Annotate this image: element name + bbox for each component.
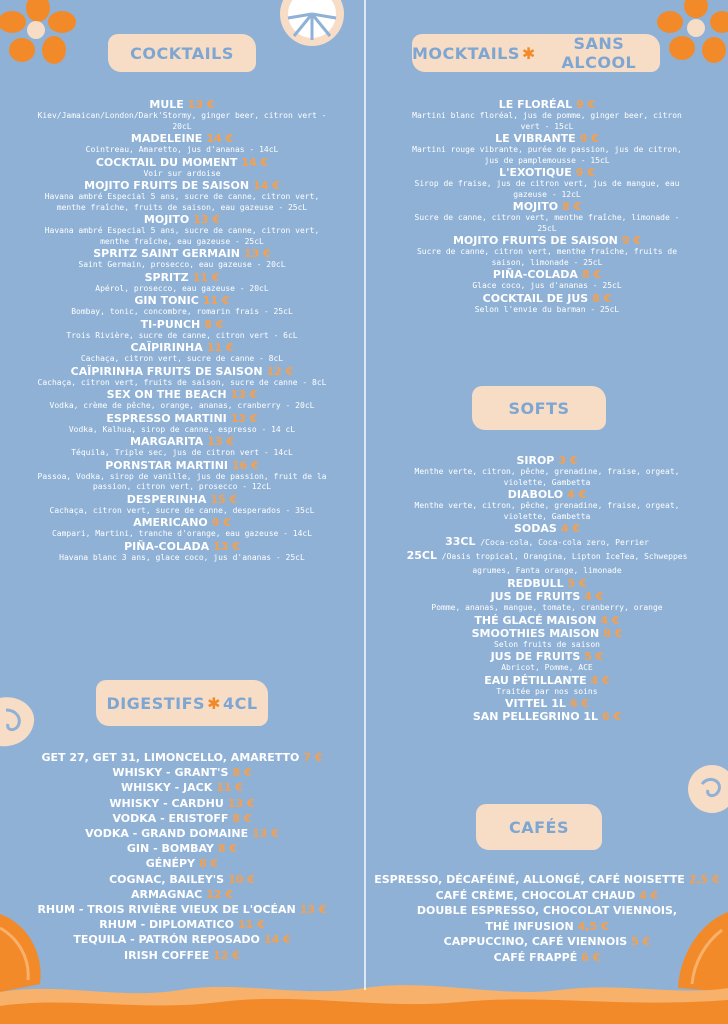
item-price: 8 € — [217, 842, 238, 856]
menu-item — [366, 697, 728, 710]
item-desc: Martini rouge vibrante, purée de passion, jus de citron, jus de pamplemousse - 15cL — [412, 145, 682, 165]
item-name — [366, 950, 728, 966]
menu-item — [0, 435, 364, 459]
cocktails-title: COCKTAILS — [130, 43, 234, 63]
menu-item — [366, 590, 728, 614]
item-desc: Campari, Martini, tranche d'orange, eau gazeuse - 14cL — [51, 529, 313, 538]
item-name — [366, 888, 728, 904]
item-name — [0, 826, 364, 841]
item-name — [366, 488, 728, 501]
item-desc: Voir sur ardoise — [143, 168, 221, 178]
item-price: 5 € — [567, 577, 587, 590]
item-name-text: RHUM - DIPLOMATICO — [99, 918, 234, 932]
item-price: 4 € — [600, 613, 620, 627]
item-price: 14 € — [241, 155, 269, 169]
menu-item — [0, 932, 364, 947]
item-desc: Téquila, Triple sec, jus de citron vert - 14cL — [71, 448, 293, 457]
item-price: 8 € — [581, 268, 602, 281]
menu-item — [0, 516, 364, 540]
item-price: 9 € — [576, 98, 596, 111]
item-name — [366, 577, 728, 590]
menu-item — [0, 493, 364, 517]
item-desc: Vodka, Kalhua, sirop de canne, espresso - 14 cL — [68, 424, 296, 434]
item-name-text: CAÏPIRINHA FRUITS DE SAISON — [70, 364, 263, 378]
item-name-text: DESPERINHA — [126, 492, 207, 506]
digestifs-size: 4CL — [222, 693, 258, 713]
item-name — [0, 213, 364, 226]
menu-item — [366, 132, 728, 166]
item-price: 8 € — [603, 626, 623, 640]
item-name-text: TEQUILA - PATRÓN REPOSADO — [73, 933, 260, 947]
item-name — [366, 234, 728, 247]
menu-item — [366, 234, 728, 268]
menu-item — [0, 841, 364, 856]
item-name-text: GET 27, GET 31, LIMONCELLO, AMARETTO — [41, 751, 300, 764]
item-name — [0, 294, 364, 307]
item-price: 4,5 € — [577, 919, 609, 933]
item-price: 14 € — [206, 132, 234, 145]
item-desc: /Coca-cola, Coca-cola zero, Perrier — [475, 538, 649, 547]
item-name — [366, 919, 728, 935]
menu-item — [0, 826, 364, 841]
item-name-text: PIÑA-COLADA — [492, 268, 578, 281]
item-name-text: WHISKY - CARDHU — [109, 796, 224, 810]
item-name-text: SPRITZ — [144, 270, 189, 284]
item-price: 4 € — [639, 888, 659, 902]
item-desc: Glace coco, jus d'ananas - 25cL — [472, 281, 622, 290]
item-name-text: MADELEINE — [130, 132, 203, 145]
item-name-text: CAPPUCCINO, CAFÉ VIENNOIS — [443, 935, 628, 948]
item-name-text: SMOOTHIES MAISON — [471, 626, 600, 640]
menu-item — [0, 796, 364, 811]
item-name — [366, 454, 728, 467]
menu-item — [0, 750, 364, 765]
item-name — [366, 200, 728, 213]
item-desc: Kiev/Jamaican/London/Dark'Stormy, ginger beer, citron vert - 20cL — [37, 111, 327, 131]
item-name-text: MOJITO — [512, 200, 559, 213]
item-price: 13 € — [227, 796, 255, 810]
item-name — [0, 459, 364, 472]
item-name — [0, 796, 364, 811]
item-price: 13 € — [193, 213, 221, 226]
menu-item — [0, 213, 364, 247]
item-name-text: SPRITZ SAINT GERMAIN — [93, 247, 240, 260]
item-name-text: MARGARITA — [130, 435, 204, 448]
item-price: 12 € — [206, 887, 234, 901]
item-price: 11 € — [206, 341, 234, 354]
item-name-text: PIÑA-COLADA — [124, 539, 210, 553]
item-desc: Havana ambré Especial 5 ans, sucre de canne, citron vert, menthe fraîche, fruits de saison, eau gazeuse - 25cL — [44, 192, 320, 212]
item-name-text: MOJITO — [143, 213, 190, 226]
menu-item — [366, 549, 728, 577]
item-desc: Menthe verte, citron, pêche, grenadine, fraise, orgeat, violette, Gambetta — [414, 467, 680, 487]
item-name — [0, 98, 364, 111]
digestifs-title: DIGESTIFS — [106, 693, 206, 713]
item-name — [0, 917, 364, 932]
item-price: 13 € — [187, 98, 215, 111]
cocktails-list — [0, 98, 364, 563]
item-price: 14 € — [263, 933, 291, 947]
item-price: 13 € — [230, 388, 258, 401]
menu-item — [0, 98, 364, 132]
menu-item — [366, 166, 728, 200]
item-name-text: GIN - BOMBAY — [126, 842, 214, 856]
item-price: 9 € — [575, 166, 595, 179]
item-desc: Martini blanc floréal, jus de pomme, ginger beer, citron vert - 15cL — [412, 111, 682, 131]
item-name-text: MOJITO FRUITS DE SAISON — [452, 234, 618, 247]
item-price: 12 € — [266, 364, 294, 378]
item-desc: Abricot, Pomme, ACE — [501, 663, 593, 672]
menu-item — [0, 856, 364, 871]
item-name — [366, 132, 728, 145]
item-price: 9 € — [579, 132, 599, 145]
item-name-text: SEX ON THE BEACH — [106, 388, 227, 401]
menu-item — [0, 887, 364, 902]
menu-item — [0, 271, 364, 295]
flower-icon — [656, 0, 728, 66]
item-name-text: SAN PELLEGRINO 1L — [472, 710, 599, 723]
item-name — [0, 516, 364, 529]
item-name — [0, 872, 364, 887]
menu-item — [0, 459, 364, 493]
item-desc: Havana ambré Especial 5 ans, sucre de canne, citron vert, menthe fraîche, eau gazeuse - 25cL — [44, 226, 320, 246]
item-name — [0, 887, 364, 902]
menu-item — [0, 156, 364, 180]
item-name — [397, 535, 697, 549]
item-desc: Selon fruits de saison — [494, 639, 600, 649]
item-price: 10 € — [228, 872, 255, 886]
item-name-text: WHISKY - GRANT'S — [112, 766, 229, 780]
item-name-text: COGNAC, BAILEY'S — [109, 872, 225, 886]
menu-item — [366, 454, 728, 488]
item-price: 11 € — [237, 918, 265, 932]
menu-item — [366, 488, 728, 522]
menu-item — [0, 132, 364, 156]
shell-icon — [684, 764, 728, 814]
menu-item — [0, 765, 364, 780]
item-name-text: VITTEL 1L — [504, 697, 566, 710]
item-name — [0, 948, 364, 963]
item-name — [0, 412, 364, 425]
item-desc: Cachaça, citron vert, sucre de canne - 8cL — [80, 354, 284, 363]
menu-item — [366, 98, 728, 132]
menu-item — [0, 917, 364, 932]
item-name-text: MOJITO FRUITS DE SAISON — [84, 179, 250, 192]
item-name-text: CAÏPIRINHA — [130, 341, 203, 354]
menu-item — [0, 247, 364, 271]
item-name-text: ESPRESSO MARTINI — [106, 411, 227, 425]
menu-item — [0, 294, 364, 318]
softs-banner — [472, 386, 606, 430]
item-price: 7 € — [303, 751, 323, 764]
item-name-text: GÉNÉPY — [145, 857, 196, 871]
item-name — [366, 166, 728, 179]
digestifs-list — [0, 750, 364, 963]
item-name — [366, 650, 728, 663]
item-price: 4 € — [560, 522, 580, 535]
menu-item — [0, 388, 364, 412]
menu-item — [366, 934, 728, 950]
menu-item — [366, 268, 728, 292]
item-name — [0, 841, 364, 856]
item-name-text: GIN TONIC — [134, 294, 199, 307]
cafes-title: CAFÉS — [508, 817, 569, 837]
cafes-list — [366, 872, 728, 965]
item-name — [366, 627, 728, 640]
item-name — [366, 268, 728, 281]
item-name — [366, 292, 728, 305]
item-name-text: EAU PÉTILLANTE — [484, 673, 587, 687]
item-name-text: 33CL — [445, 535, 476, 548]
item-price: 13 € — [213, 539, 240, 553]
item-price: 12 € — [213, 948, 240, 962]
softs-title: SOFTS — [508, 398, 570, 418]
item-price: 4 € — [584, 590, 604, 603]
item-price: 8 € — [232, 766, 252, 780]
item-name-text: SODAS — [514, 522, 557, 535]
item-desc: Pomme, ananas, mangue, tomate, cranberry, orange — [431, 603, 663, 612]
item-name-text: WHISKY - JACK — [120, 781, 213, 795]
item-price: 4 € — [590, 673, 610, 687]
mocktails-banner — [412, 34, 660, 72]
item-desc: Havana blanc 3 ans, glace coco, jus d'ananas - 25cL — [59, 552, 305, 562]
item-desc: Menthe verte, citron, pêche, grenadine, fraise, orgeat, violette, Gambetta — [414, 501, 680, 521]
menu-item — [0, 365, 364, 389]
item-desc: /Oasis tropical, Orangina, Lipton IceTea, Schweppes agrumes, Fanta orange, limonade — [436, 552, 688, 575]
shell-icon — [0, 694, 40, 750]
item-name-text: LE VIBRANTE — [495, 132, 576, 145]
item-name-text: COCKTAIL DU MOMENT — [95, 155, 238, 169]
item-name — [366, 903, 728, 919]
item-price: 16 € — [232, 458, 259, 472]
item-name-text: RHUM - TROIS RIVIÈRE VIEUX DE L'OCÉAN — [37, 903, 296, 917]
item-name-text: CAFÉ FRAPPÉ — [493, 950, 578, 964]
flower-icon — [0, 0, 80, 70]
item-price: 14 € — [253, 179, 280, 192]
item-name — [0, 341, 364, 354]
item-name — [0, 388, 364, 401]
item-price: 3 € — [558, 454, 578, 467]
item-name — [0, 780, 364, 795]
menu-item — [0, 412, 364, 436]
item-name — [0, 318, 364, 331]
item-desc: Sirop de fraise, jus de citron vert, jus de mangue, eau gazeuse - 12cL — [414, 179, 680, 199]
item-desc: Bombay, tonic, concombre, romarin frais - 25cL — [71, 307, 293, 316]
item-name-text: REDBULL — [507, 577, 564, 590]
item-name-text: TI-PUNCH — [140, 317, 201, 331]
menu-item — [366, 872, 728, 888]
item-name-text: THÉ GLACÉ MAISON — [474, 613, 597, 627]
star-icon: ✱ — [207, 693, 221, 713]
menu-item — [0, 318, 364, 342]
menu-item — [0, 872, 364, 887]
menu-item — [366, 650, 728, 674]
menu-item — [366, 950, 728, 966]
item-price: 6 € — [569, 697, 590, 710]
item-name — [366, 710, 728, 723]
item-name — [0, 856, 364, 871]
item-price: 4 € — [567, 488, 587, 501]
item-name-text: CAFÉ CRÈME, CHOCOLAT CHAUD — [435, 888, 636, 902]
mocktails-subtitle: SANS ALCOOL — [561, 34, 637, 72]
item-desc: Cointreau, Amaretto, jus d'ananas - 14cL — [85, 145, 279, 154]
item-desc: Cachaça, citron vert, sucre de canne, desperados - 35cL — [49, 505, 315, 515]
digestifs-banner — [96, 680, 268, 726]
item-price: 6 € — [581, 950, 601, 964]
item-price: 9 € — [211, 516, 231, 529]
item-desc: Vodka, crème de pêche, orange, ananas, cranberry - 20cL — [49, 401, 315, 410]
item-name — [366, 590, 728, 603]
menu-item — [366, 903, 728, 919]
item-name-text: ARMAGNAC — [130, 887, 203, 901]
item-name-text: 25CL — [406, 549, 437, 562]
menu-item — [0, 540, 364, 564]
orange-slice-icon — [276, 0, 348, 48]
item-price: 2,5 € — [688, 873, 720, 886]
menu-item — [0, 341, 364, 365]
menu-item — [366, 919, 728, 935]
item-name — [0, 271, 364, 284]
menu-item — [366, 577, 728, 590]
item-name-text: AMERICANO — [133, 516, 208, 529]
item-name — [366, 697, 728, 710]
item-name — [366, 98, 728, 111]
item-desc: Traitée par nos soins — [496, 686, 598, 696]
item-desc: Apérol, prosecco, eau gazeuse - 20cL — [95, 283, 269, 293]
item-name — [0, 435, 364, 448]
menu-item — [0, 902, 364, 917]
item-name — [0, 493, 364, 506]
item-name-text: JUS DE FRUITS — [490, 590, 581, 603]
menu-item — [0, 179, 364, 213]
cafes-banner — [476, 804, 602, 850]
item-price: 9 € — [621, 234, 642, 247]
item-name-text: COCKTAIL DE JUS — [482, 291, 589, 305]
item-desc: Sucre de canne, citron vert, menthe fraîche, limonade - 25cL — [414, 213, 680, 233]
item-name-text: IRISH COFFEE — [124, 948, 210, 962]
item-name-text: ESPRESSO, DÉCAFÉINÉ, ALLONGÉ, CAFÉ NOISETTE — [374, 873, 685, 886]
cocktails-banner — [108, 34, 256, 72]
item-name — [366, 614, 728, 627]
item-name — [0, 365, 364, 378]
item-price: 13 € — [207, 435, 234, 448]
item-price: 8 € — [562, 200, 582, 213]
item-name — [366, 674, 728, 687]
item-name — [0, 750, 364, 765]
menu-item — [366, 200, 728, 234]
menu-item — [366, 522, 728, 535]
item-name-text: JUS DE FRUITS — [490, 650, 581, 663]
mocktails-list — [366, 98, 728, 315]
menu-item — [0, 948, 364, 963]
menu-item — [366, 292, 728, 316]
item-price: 8 € — [204, 317, 224, 331]
mocktails-title: MOCKTAILS — [412, 43, 520, 63]
item-price: 5 € — [584, 650, 604, 663]
item-price: 11 € — [192, 270, 220, 284]
menu-item — [366, 888, 728, 904]
item-name-text: PORNSTAR MARTINI — [105, 458, 228, 472]
item-price: 13 € — [230, 411, 258, 425]
item-price: 11 € — [202, 294, 230, 307]
item-name — [0, 811, 364, 826]
menu-item — [366, 614, 728, 627]
menu-item — [366, 710, 728, 723]
item-desc: Cachaça, citron vert, fruits de saison, sucre de canne - 8cL — [37, 377, 327, 387]
item-name-text: LE FLORÉAL — [498, 98, 573, 111]
item-price: 5 € — [631, 935, 651, 948]
item-name-text: MULE — [149, 98, 184, 111]
item-name — [0, 156, 364, 169]
item-price: 8 € — [592, 291, 612, 305]
item-name — [366, 522, 728, 535]
menu-item — [0, 780, 364, 795]
item-name — [0, 540, 364, 553]
menu-item — [366, 674, 728, 698]
item-price: 6 € — [602, 710, 622, 723]
item-name-text: VODKA - ERISTOFF — [112, 811, 229, 825]
item-desc: Sucre de canne, citron vert, menthe fraîche, fruits de saison, limonade - 25cL — [416, 247, 678, 267]
item-name-text: L'EXOTIQUE — [499, 166, 572, 179]
softs-list — [366, 454, 728, 723]
item-name — [366, 872, 728, 888]
star-icon: ✱ — [521, 43, 536, 63]
item-name — [366, 934, 728, 950]
item-name-text: VODKA - GRAND DOMAINE — [85, 827, 249, 841]
item-name — [0, 179, 364, 192]
menu-item — [366, 535, 728, 549]
item-name — [0, 902, 364, 917]
item-price: 13 € — [299, 903, 327, 917]
item-desc: Passoa, Vodka, sirop de vanille, jus de passion, fruit de la passion, citron vert, prosecco - 12cL — [37, 471, 327, 491]
item-name-text: THÉ INFUSION — [485, 919, 574, 933]
item-desc: Trois Rivière, sucre de canne, citron vert - 6cL — [66, 330, 298, 340]
item-desc: Selon l'envie du barman - 25cL — [474, 304, 620, 314]
item-price: 8 € — [232, 811, 252, 825]
item-name — [0, 132, 364, 145]
item-name — [0, 247, 364, 260]
item-name-text: DIABOLO — [507, 488, 564, 501]
item-name-text: SIROP — [516, 454, 555, 467]
item-price: 8 € — [199, 857, 219, 871]
item-name-text: DOUBLE ESPRESSO, CHOCOLAT VIENNOIS, — [416, 904, 678, 917]
item-desc: Saint Germain, prosecco, eau gazeuse - 20cL — [78, 260, 286, 269]
item-name — [0, 765, 364, 780]
item-name — [397, 549, 697, 577]
menu-item — [0, 811, 364, 826]
item-name — [0, 932, 364, 947]
item-price: 11 € — [216, 781, 244, 795]
menu-item — [366, 627, 728, 651]
item-price: 15 € — [210, 492, 238, 506]
item-price: 13 € — [252, 827, 279, 841]
item-price: 13 € — [243, 247, 271, 260]
